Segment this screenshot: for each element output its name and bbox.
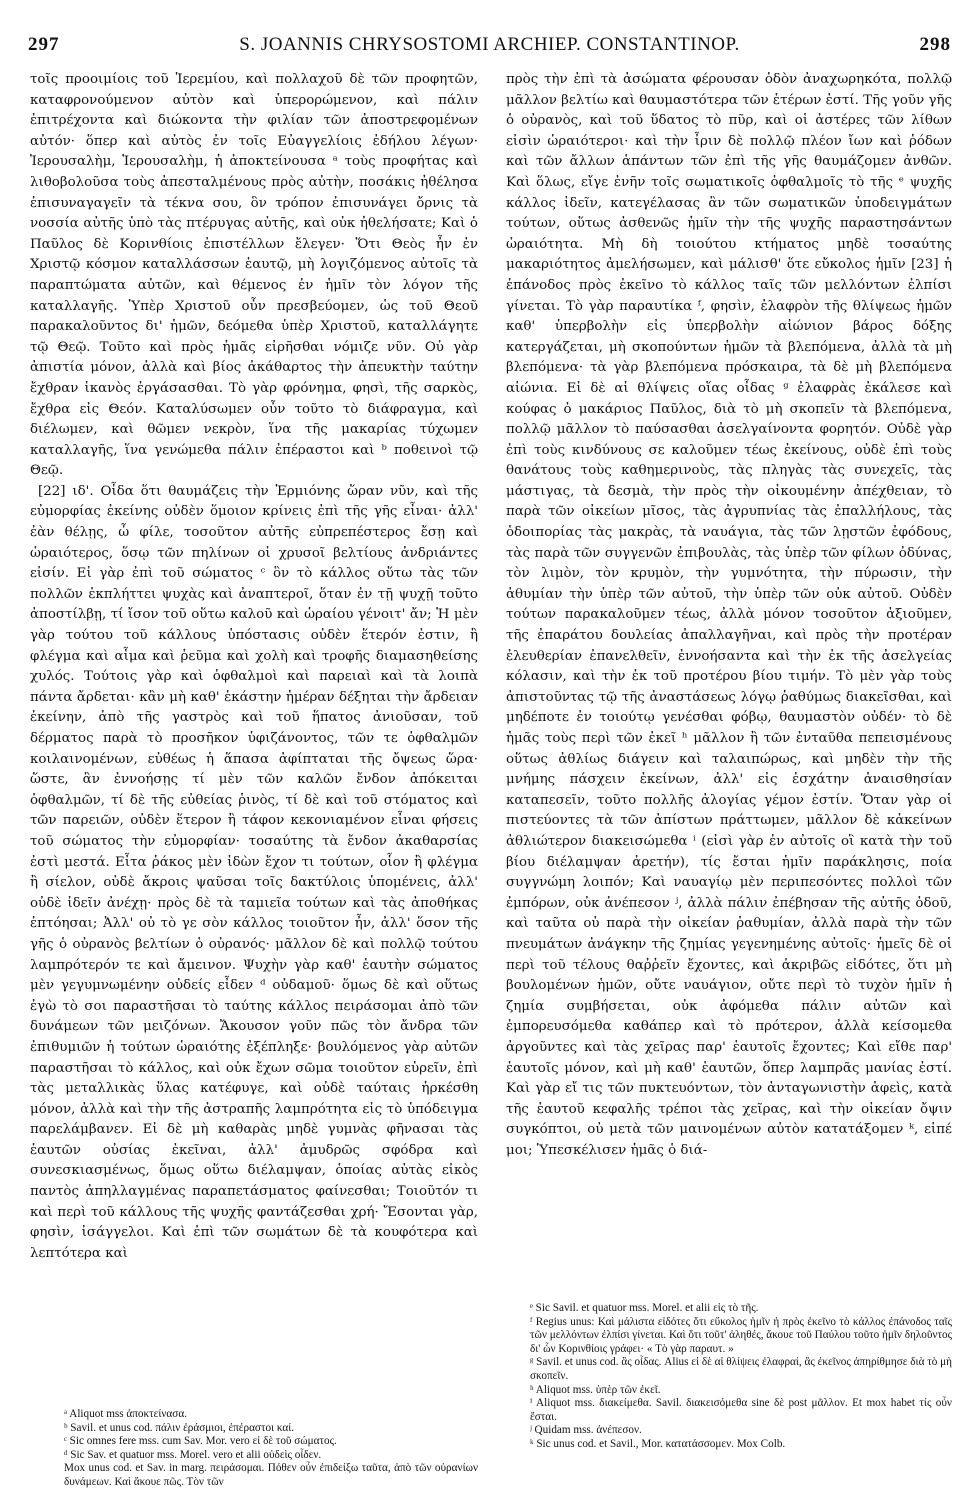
footnote-g: ᵍ Savil. et unus cod. ἃς οἶδας. Alius εἰ δὲ αἱ θλίψεις ἐλαφραί, ἃς ἐκεῖνος ἀπηρίθμησε διὰ τὸ μὴ σκοπεῖν. [530, 1356, 952, 1382]
running-header [28, 34, 951, 64]
right-paragraph-1: πρὸς τὴν ἐπὶ τὰ ἀσώματα φέρουσαν ὁδὸν ἀναχωρηκότα, πολλῷ μᾶλλον βελτίω καὶ θαυμαστότερα τῶν ἑτέρων ἐστί. Τῆς γοῦν γῆς ὁ οὐρανὸς, καὶ τοῦ ὕδατος τὸ πῦρ, καὶ οἱ ἀστέρες τῶν λίθων εἰσὶν ὡραιότεροι· καὶ τὴν ἶριν δὲ πολλῷ πλέον ἴων καὶ ῥόδων καὶ τῶν ἄλλων ἁπάντων τῶν ἐπὶ τῆς γῆς θαυμάζομεν ἀνθῶν. Καὶ ὅλως, εἴγε ἐνῆν τοῖς σωματικοῖς ὀφθαλμοῖς τὸ τῆς ᵉ ψυχῆς κάλλος ἰδεῖν, κατεγέλασας ἂν τῶν σωματικῶν ὑποδειγμάτων τούτων, οὕτως ἀσθενῶς ἡμῖν τὴν τῆς ψυχῆς παραστησάντων ὡραιότητα. Μὴ δὴ τοιούτου κτήματος μηδὲ τοσαύτης μακαριότητος ἀμελήσωμεν, καὶ μάλισθ' ὅτε εὔκολος ἡμῖν [23] ἡ ἐπάνοδος πρὸς ἐκεῖνο τὸ κάλλος ταῖς τῶν μελλόντων ἐλπίσι γίνεται. Τὸ γὰρ παραυτίκα ᶠ, φησὶν, ἐλαφρὸν τῆς θλίψεως ἡμῶν καθ' ὑπερβολὴν εἰς ὑπερβολὴν αἰώνιον βάρος δόξης κατεργάζεται, μὴ σκοπούντων ἡμῶν τὰ βλεπόμενα, ἀλλὰ τὰ μὴ βλεπόμενα· τὰ γὰρ βλεπόμενα πρόσκαιρα, τὰ δὲ μὴ βλεπόμενα αἰώνια. Εἰ δὲ αἱ θλίψεις οἵας οἶδας ᵍ ἐλαφρὰς ἐκάλεσε καὶ κούφας ὁ μακάριος Παῦλος, διὰ τὸ μὴ σκοπεῖν τὰ βλεπόμενα, πολλῷ μᾶλλον τὸ παύσασθαι ἀσελγαίνοντα φορητόν. Οὐδὲ γὰρ ἐπὶ τοὺς κινδύνους σε καλοῦμεν τέως ἐκείνους, οὐδὲ ἐπὶ τοὺς θανάτους τοὺς καθημερινοὺς, τὰς πληγὰς τὰς συνεχεῖς, τὰς μάστιγας, τὰ δεσμὰ, τὴν πρὸς τὴν οἰκουμένην ἀπέχθειαν, τὸ παρὰ τῶν οἰκείων μῖσος, τὰς ἀγρυπνίας τὰς ἐπαλλήλους, τὰς ὁδοιπορίας τὰς μακρὰς, τὰ ναυάγια, τὰς τῶν λῃστῶν ἐφόδους, τὰς παρὰ τῶν συγγενῶν ἐπιβουλὰς, τὰς ὑπὲρ τῶν φίλων ὀδύνας, τὸν λιμὸν, τὸν κρυμὸν, τὴν γυμνότητα, τὴν πύρωσιν, τὴν ἀθυμίαν τὴν ὑπὲρ τῶν αὐτοῦ, τὴν ὑπὲρ τῶν οὐκ αὐτοῦ. Οὐδὲν τούτων παρακαλοῦμεν τέως, ἀλλὰ μόνον τοσοῦτον ἀξιοῦμεν, τῆς ἐπαράτου δουλείας ἀπαλλαγῆναι, καὶ πρὸς τὴν προτέραν ἐλευθερίαν ἐπανελθεῖν, ἐννοήσαντα καὶ τὴν ἐκ τῆς ἀσελγείας κόλασιν, καὶ τὴν ἐκ τοῦ προτέρου βίου τιμήν. Τὸ μὲν γὰρ τοὺς ἀπιστοῦντας τῷ τῆς ἀναστάσεως λόγῳ ῥαθύμως διακεῖσθαι, καὶ μηδέποτε ἐν τοιούτῳ γενέσθαι φόβῳ, θαυμαστὸν οὐδέν· τὸ δὲ ἡμᾶς τοὺς περὶ τῶν ἐκεῖ ʰ μᾶλλον ἢ τῶν ἐνταῦθα πεπεισμένους οὕτως ἀθλίως διάγειν καὶ ταλαιπώρως, καὶ μηδὲν τὴν τῆς μνήμης πάσχειν ἐκείνων, ἀλλ' εἰς ἐσχάτην ἀναισθησίαν καταπεσεῖν, τοῦτο πολλῆς ἀλογίας γέμον ἐστίν. Ὅταν γὰρ οἱ πιστεύοντες τὰ τῶν ἀπίστων πράττωμεν, μᾶλλον δὲ κἀκείνων ἀθλιώτερον διακεισώμεθα ⁱ (εἰσὶ γὰρ ἐν αὐτοῖς οἳ κατὰ τὴν τοῦ βίου διέλαμψαν ἀρετήν), τίς ἔσται ἡμῖν παράκλησις, ποία συγγνώμη λοιπόν; Καὶ ναυαγίῳ μὲν περιπεσόντες πολλοὶ τῶν ἐμπόρων, οὐκ ἀνέπεσον ʲ, ἀλλὰ πάλιν ἐπέβησαν τῆς αὐτῆς ὁδοῦ, καὶ ταῦτα οὐ παρὰ τὴν οἰκείαν ῥαθυμίαν, ἀλλὰ παρὰ τὴν τῶν πνευμάτων ἀνάγκην τῆς ζημίας γεγενημένης αὐτοῖς· ἡμεῖς δὲ οἱ περὶ τοῦ τέλους θαῤῥεῖν ἔχοντες, καὶ ἀκριβῶς εἰδότες, ὅτι μὴ βουλομένων ἡμῶν, οὔτε ναυάγιον, οὔτε περὶ τὸ τυχὸν ἡμῖν ἡ ζημία συμβήσεται, οὐκ ἀφόμεθα πάλιν αὐτῶν καὶ ἐμπορευσόμεθα καθάπερ καὶ τὸ πρότερον, ἀλλὰ κείσομεθα ἀργοῦντες καὶ τὰς χεῖρας παρ' ἑαυτοῖς ἔχοντες; Καὶ εἴθε παρ' ἑαυτοῖς μόνον, καὶ μὴ καθ' ἑαυτῶν, ὅπερ λαμπρᾶς μανίας ἐστί. Καὶ γὰρ εἴ τις τῶν πυκτευόντων, τὸν ἀνταγωνιστὴν ἀφεὶς, κατὰ τῆς ἑαυτοῦ κεφαλῆς τρέποι τὰς χεῖρας, καὶ τὴν οἰκείαν ὄψιν συγκόπτοι, οὐ μετὰ τῶν μαινομένων αὐτὸν κατατάξομεν ᵏ, εἰπέ μοι; Ὑπεσκέλισεν ἡμᾶς ὁ διά- [506, 72, 952, 1158]
footnote-b: ᵇ Savil. et unus cod. πάλιν ἐράσμιοι, ἐπέραστοι καί. [64, 1421, 295, 1434]
footnote-i: ⁱ Aliquot mss. διακείμεθα. Savil. διακεισόμεθα sine δὲ post μᾶλλον. Et mox habet τίς οὖν ἔσται. [530, 1397, 952, 1423]
footnote-f: ᶠ Regius unus: Καὶ μάλιστα εἰδότες ὅτι εὔκολος ἡμῖν ἡ πρὸς ἐκεῖνο τὸ κάλλος ἐπάνοδος ταῖς τῶν μελλόντων ἐλπίσι γίνεται. Καὶ ὅτι τοῦτ' ἀληθές, ἄκουε τοῦ Παύλου τοῦτο ἡμῖν δηλοῦντος δι' ὧν Κορινθίοις γράφει· « Τὸ γὰρ παραυτ. » [530, 1315, 952, 1355]
footnote-d: ᵈ Sic Sav. et quatuor mss. Morel. vero et alii οὐδεὶς οἶδεν. [64, 1448, 322, 1461]
left-footnotes [64, 1408, 478, 1490]
page-number-right: 298 [919, 34, 951, 55]
footnote-e: ᵉ Sic Savil. et quatuor mss. Morel. et alii εἰς τὸ τῆς. [530, 1302, 759, 1314]
footnote-c: ᶜ Sic omnes fere mss. cum Sav. Mor. vero εἰ δὲ τοῦ σώματος. [64, 1435, 337, 1448]
footnote-j: ʲ Quidam mss. ἀνέπεσον. [530, 1424, 642, 1437]
footnote-k: ᵏ Sic unus cod. et Savil., Mor. κατατάσσομεν. Mox Colb. [530, 1437, 786, 1450]
left-paragraph-2: [22] ιδ'. Οἶδα ὅτι θαυμάζεις τὴν Ἑρμιόνης ὥραν νῦν, καὶ τῆς εὐμορφίας ἐκείνης οὐδὲν ὅμοιον κρίνεις ἐπὶ τῆς γῆς εἶναι· ἀλλ' ἐὰν θέλῃς, ὦ φίλε, τοσοῦτον αὐτῆς εὐπρεπέστερος ἔσῃ καὶ ὡραιότερος, ὅσῳ τῶν πηλίνων οἱ χρυσοῖ βελτίους ἀνδριάντες εἰσίν. Εἰ γὰρ ἐπὶ τοῦ σώματος ᶜ ὃν τὸ κάλλος οὕτω τὰς τῶν πολλῶν ἐκπλήττει ψυχὰς καὶ ἀναπτεροῖ, ὅταν ἐν τῇ ψυχῇ τοῦτο ἀποστίλβῃ, τί ἴσον τοῦ οὕτω καλοῦ καὶ ὡραίου γένοιτ' ἄν; Ἡ μὲν γὰρ τούτου τοῦ κάλλους ὑπόστασις οὐδὲν ἕτερόν ἐστιν, ἢ φλέγμα καὶ αἷμα καὶ ῥεῦμα καὶ χολὴ καὶ τροφῆς διαμασηθείσης χυλός. Τούτοις γὰρ καὶ ὀφθαλμοὶ καὶ παρειαὶ καὶ τὰ λοιπὰ πάντα ἄρδεται· κἂν μὴ καθ' ἑκάστην ἡμέραν δέξηται τὴν ἄρδειαν ἐκείνην, ἀπὸ τῆς γαστρὸς καὶ τοῦ ἥπατος ἀνιοῦσαν, τοῦ δέρματος παρὰ τὸ προσῆκον ὑφιζάνοντος, τῶν τε ὀφθαλμῶν κοιλαινομένων, εὐθέως ἡ ἅπασα ἀφίπταται τῆς ὄψεως ὥρα· ὥστε, ἂν ἐννοήσῃς τί μὲν τῶν καλῶν ἔνδον ἀπόκειται ὀφθαλμῶν, τί δὲ τῆς εὐθείας ῥινὸς, τί δὲ καὶ τοῦ στόματος καὶ τῶν παρειῶν, οὐδὲν ἕτερον ἢ τάφον κεκονιαμένον εἶναι φήσεις τοῦ σώματος τὴν εὐμορφίαν· τοσαύτης τὰ ἔνδον ἀκαθαρσίας ἐστὶ μεστά. Εἶτα ῥάκος μὲν ἰδὼν ἔχον τι τούτων, οἷον ἢ φλέγμα ἢ σίελον, οὐδὲ ἄκροις ψαῦσαι τοῖς δακτύλοις ὑπομένεις, ἀλλ' οὐδὲ ἰδεῖν ἀνέχῃ· πρὸς δὲ τὰ ταμιεῖα τούτων καὶ τὰς ἀποθήκας ἐπτόησαι; Ἀλλ' οὐ τὸ γε σὸν κάλλος τοιοῦτον ἦν, ἀλλ' ὅσον τῆς γῆς ὁ οὐρανὸς βελτίων ὁ οὐρανός· μᾶλλον δὲ καὶ πολλῷ τούτου λαμπρότερόν τε καὶ ἄμεινον. Ψυχὴν γὰρ καθ' ἑαυτὴν σώματος μὲν γεγυμνωμένην οὐδείς εἶδεν ᵈ οὐδαμοῦ· ὅμως δὲ καὶ οὕτως ἐγὼ τὸ σοι παραστῆσαι τὸ ταύτης κάλλος πειράσομαι ἀπὸ τῶν δυνάμεων τῶν μειζόνων. Ἄκουσον γοῦν πῶς τὸν ἄνδρα τῶν ἐπιθυμιῶν ἡ τούτων ὡραιότης ἐξέπληξε· βουλόμενος γὰρ αὐτῶν παραστῆσαι τὸ κάλλος, καὶ οὐκ ἔχων σῶμα τοιοῦτον εὑρεῖν, ἐπὶ τὰς μεταλλικὰς ὕλας κατέφυγε, καὶ οὐδὲ ταύταις ἠρκέσθη μόνον, ἀλλὰ καὶ τὴν τῆς ἀστραπῆς λαμπρότητα εἰς τὸ ὑπόδειγμα παρελάμβανεν. Εἰ δὲ μὴ καθαρὰς μηδὲ γυμνὰς φῆνασαι τὰς ἑαυτῶν οὐσίας ἐκεῖναι, ἀλλ' ἀμυδρῶς σφόδρα καὶ συνεσκιασμένως, ὅμως οὕτω διέλαμψαν, ὁποίας αὐτὰς εἰκὸς παντὸς ἀπηλλαγμένας παραπετάσματος φαίνεσθαι; Τοιοῦτόν τι καὶ περὶ τοῦ κάλλους τῆς ψυχῆς φαντάζεσθαι χρή· Ἔσονται γὰρ, φησὶν, ἰσάγγελοι. Καὶ ἐπὶ τῶν σωμάτων δὲ τὰ κουφότερα καὶ λεπτότερα καὶ [30, 483, 478, 1261]
footnote-d-continued: Mox unus cod. et Sav. in marg. πειράσομαι. Πόθεν οὖν ἐπιδείξω ταῦτα, ἀπὸ τῶν οὐρανίων δυνάμεων. Καὶ ἄκουε πῶς. Τὸν τῶν [64, 1462, 478, 1488]
right-column [506, 70, 952, 1161]
running-title: S. JOANNIS CHRYSOSTOMI ARCHIEP. CONSTANTINOP. [239, 34, 740, 55]
footnote-a: ᵃ Aliquot mss ἀποκτείνασα. [64, 1408, 187, 1420]
page-number-left: 297 [28, 34, 60, 55]
left-paragraph-1: τοῖς προοιμίοις τοῦ Ἱερεμίου, καὶ πολλαχοῦ δὲ τῶν προφητῶν, καταφρονούμενον αὐτὸν καὶ ὑπερορώμενον, καὶ πάλιν ἐπιτρέχοντα καὶ διώκοντα τὴν φιλίαν τῶν ἀποστρεφομένων αὐτόν· ὅπερ καὶ αὐτὸς ἐν τοῖς Εὐαγγελίοις ἐδήλου λέγων· Ἱερουσαλὴμ, Ἱερουσαλὴμ, ἡ ἀποκτείνουσα ᵃ τοὺς προφήτας καὶ λιθοβολοῦσα τοὺς ἀπεσταλμένους πρὸς αὐτὴν, ποσάκις ἠθέλησα ἐπισυναγαγεῖν τὰ τέκνα σου, ὃν τρόπον ἐπισυνάγει ὄρνις τὰ νοσσία αὐτῆς ὑπὸ τὰς πτέρυγας αὐτῆς, καὶ οὐκ ἠθελήσατε; Καὶ ὁ Παῦλος δὲ Κορινθίοις ἐπιστέλλων ἔλεγεν· Ὅτι Θεὸς ἦν ἐν Χριστῷ κόσμον καταλλάσσων ἑαυτῷ, μὴ λογιζόμενος αὐτοῖς τὰ παραπτώματα αὐτῶν, καὶ θέμενος ἐν ἡμῖν τὸν λόγον τῆς καταλλαγῆς. Ὑπὲρ Χριστοῦ οὖν πρεσβεύομεν, ὡς τοῦ Θεοῦ παρακαλοῦντος δι' ἡμῶν, δεόμεθα ὑπὲρ Χριστοῦ, καταλλάγητε τῷ Θεῷ. Τοῦτο καὶ πρὸς ἡμᾶς εἰρῆσθαι νόμιζε νῦν. Οὐ γὰρ ἀπιστία μόνον, ἀλλὰ καὶ βίος ἀκάθαρτος τὴν ἀπευκτὴν ταύτην ἔχθραν ἱκανὸς ἐργάσασθαι. Τὸ γὰρ φρόνημα, φησὶ, τῆς σαρκὸς, ἔχθρα εἰς Θεόν. Καταλύσωμεν οὖν τοῦτο τὸ διάφραγμα, καὶ διέλωμεν, καὶ θῶμεν νεκρὸν, ἵνα τῆς μακαρίας τύχωμεν καταλλαγῆς, ἵνα γενώμεθα πάλιν ἐπέραστοι καὶ ᵇ ποθεινοὶ τῷ Θεῷ. [30, 72, 478, 479]
right-footnotes [530, 1302, 952, 1452]
footnote-h: ʰ Aliquot mss. ὑπὲρ τῶν ἐκεῖ. [530, 1383, 661, 1396]
left-column [30, 70, 478, 1264]
